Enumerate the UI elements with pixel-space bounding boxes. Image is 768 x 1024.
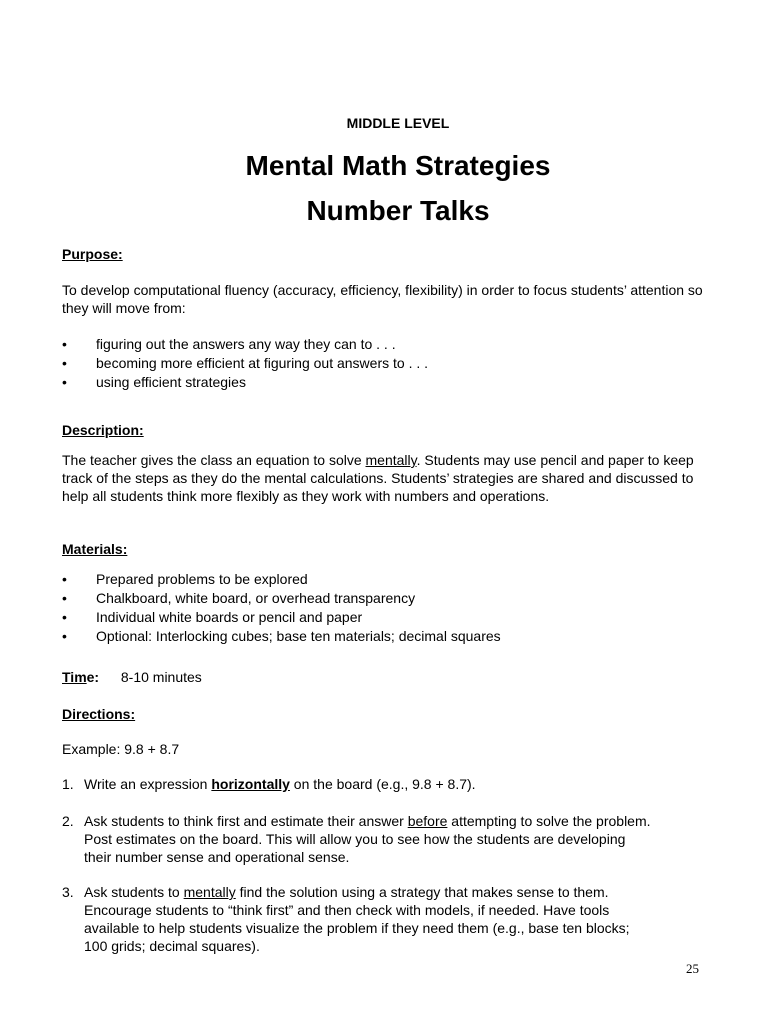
time-label: Time:	[62, 669, 100, 685]
emphasis-horizontally: horizontally	[211, 776, 290, 792]
emphasis-before: before	[407, 813, 448, 829]
materials-heading: Materials:	[62, 541, 128, 557]
list-item: • Optional: Interlocking cubes; base ten materials; decimal squares	[62, 628, 501, 644]
purpose-bullet-list	[62, 335, 428, 392]
time-row	[62, 669, 202, 685]
list-item: • becoming more efficient at figuring out answers to . . .	[62, 355, 429, 371]
bullet-icon: •	[62, 609, 67, 625]
bullet-icon: •	[62, 590, 67, 606]
direction-step-3: 3. Ask students to mentally find the solution using a strategy that makes sense to them. Encourage students to “think first” and then check with models, if needed. Have tools available to help students visualize the problem if they need them (e.g., base ten blocks; 100 grids; decimal squares).	[62, 884, 630, 954]
bullet-icon: •	[62, 336, 67, 352]
directions-example: Example: 9.8 + 8.7	[62, 741, 180, 757]
direction-step-1: 1. Write an expression horizontally on the board (e.g., 9.8 + 8.7).	[62, 776, 476, 792]
bullet-icon: •	[62, 571, 67, 587]
list-item: • Chalkboard, white board, or overhead transparency	[62, 590, 416, 606]
purpose-text: To develop computational fluency (accuracy, efficiency, flexibility) in order to focus students’ attention so they will move from:	[62, 282, 703, 316]
emphasis-mentally: mentally	[365, 452, 417, 468]
page-subtitle: Number Talks	[306, 195, 490, 226]
direction-step-2: 2. Ask students to think first and estimate their answer before attempting to solve the problem. Post estimates on the board. This will allow you to see how the students are developing their number sense and operational sense.	[62, 813, 651, 865]
bullet-icon: •	[62, 374, 67, 390]
description-text: The teacher gives the class an equation to solve mentally. Students may use pencil and paper to keep track of the steps as they do the mental calculations. Students’ strategies are shared and discussed to help all students think more flexibly as they work with numbers and operations.	[62, 452, 694, 504]
list-item: • using efficient strategies	[62, 374, 246, 390]
emphasis-mentally-2: mentally	[183, 884, 236, 900]
list-item: • Prepared problems to be explored	[62, 571, 308, 587]
directions-heading: Directions:	[62, 706, 136, 722]
page-title: Mental Math Strategies	[245, 150, 551, 181]
list-item: • Individual white boards or pencil and paper	[62, 609, 363, 625]
level-label: MIDDLE LEVEL	[346, 115, 450, 131]
description-heading: Description:	[62, 422, 144, 438]
bullet-icon: •	[62, 355, 67, 371]
time-value: 8-10 minutes	[120, 669, 202, 685]
materials-bullet-list	[62, 570, 501, 646]
purpose-heading: Purpose:	[62, 246, 123, 262]
page-number: 25	[686, 961, 699, 976]
list-item: • figuring out the answers any way they can to . . .	[62, 336, 396, 352]
bullet-icon: •	[62, 628, 67, 644]
